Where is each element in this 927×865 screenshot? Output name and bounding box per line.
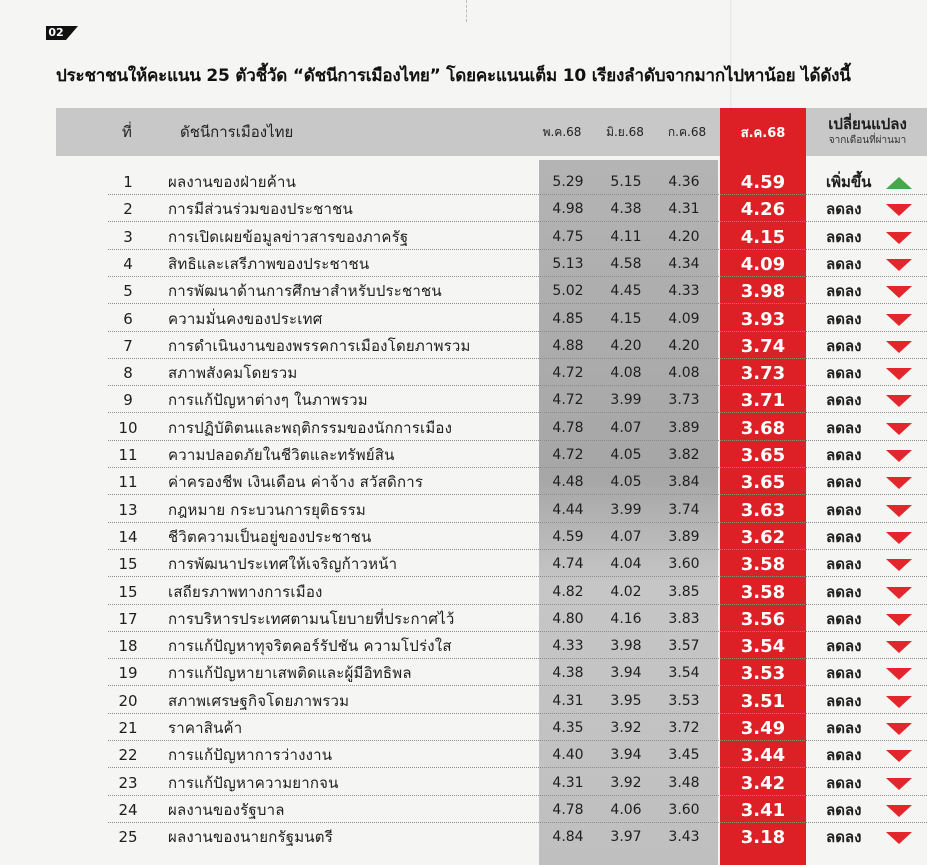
row-change-label: เพิ่มขึ้น	[826, 173, 872, 191]
row-change-label: ลดลง	[826, 336, 862, 355]
row-index-name: การพัฒนาด้านการศึกษาสำหรับประชาชน	[168, 282, 442, 301]
row-rank: 15	[118, 582, 138, 601]
row-index-name: ผลงานของฝ่ายค้าน	[168, 173, 297, 191]
row-index-name: ผลงานของรัฐบาล	[168, 800, 285, 819]
row-score-may: 4.35	[552, 720, 584, 736]
row-divider	[108, 795, 927, 796]
row-rank: 5	[123, 282, 133, 301]
row-score-may: 4.75	[552, 228, 584, 245]
row-score-may: 5.02	[552, 283, 584, 300]
table-row	[0, 551, 927, 578]
table-row	[0, 196, 927, 223]
row-change-label: ลดลง	[826, 691, 862, 710]
row-score-june: 3.94	[610, 665, 642, 682]
table-row	[0, 770, 927, 797]
table-row	[0, 633, 927, 660]
row-score-august: 3.65	[740, 472, 786, 494]
row-change-label: ลดลง	[826, 773, 862, 792]
row-rank: 6	[123, 309, 133, 328]
row-score-june: 4.38	[610, 201, 642, 218]
row-score-august: 3.56	[740, 608, 786, 630]
row-divider	[108, 713, 927, 714]
row-score-may: 4.44	[552, 501, 584, 518]
row-change-label: ลดลง	[826, 582, 862, 601]
row-score-august: 3.63	[740, 499, 786, 521]
table-row	[0, 715, 927, 742]
row-score-june: 4.45	[610, 283, 642, 300]
row-score-august: 3.58	[740, 554, 786, 576]
arrow-down-icon	[886, 750, 912, 762]
row-index-name: ผลงานของนายกรัฐมนตรี	[168, 828, 333, 847]
row-score-june: 4.15	[610, 310, 642, 327]
row-index-name: การบริหารประเทศตามนโยบายที่ประกาศไว้	[168, 609, 455, 628]
row-score-may: 5.13	[552, 255, 584, 272]
row-change-label: ลดลง	[826, 227, 862, 246]
row-score-july: 4.20	[668, 337, 700, 354]
row-index-name: ชีวิตความเป็นอยู่ของประชาชน	[168, 527, 372, 546]
row-score-may: 4.72	[552, 447, 584, 463]
row-index-name: การแก้ปัญหาการว่างงาน	[168, 746, 333, 765]
row-divider	[108, 303, 927, 304]
row-divider	[108, 658, 927, 659]
table-row	[0, 606, 927, 633]
arrow-down-icon	[886, 559, 912, 571]
row-score-may: 4.88	[552, 337, 584, 354]
row-score-august: 4.26	[740, 199, 786, 221]
col-header-rank: ที่	[122, 123, 132, 141]
row-score-june: 4.08	[610, 365, 642, 382]
arrow-down-icon	[886, 805, 912, 817]
row-score-june: 3.97	[610, 829, 642, 846]
row-divider	[108, 385, 927, 386]
table-row	[0, 742, 927, 769]
row-score-july: 4.33	[668, 283, 700, 300]
row-score-august: 3.58	[740, 581, 786, 603]
arrow-down-icon	[886, 423, 912, 435]
row-score-june: 4.16	[610, 610, 642, 627]
row-score-july: 3.43	[668, 829, 700, 846]
arrow-down-icon	[886, 641, 912, 653]
row-index-name: การแก้ปัญหาความยากจน	[168, 773, 339, 792]
row-score-may: 4.33	[552, 638, 584, 655]
cut-line	[466, 0, 467, 22]
arrow-down-icon	[886, 477, 912, 489]
row-index-name: สิทธิและเสรีภาพของประชาชน	[168, 254, 370, 273]
row-score-august: 3.98	[740, 281, 786, 303]
row-divider	[108, 440, 927, 441]
row-index-name: การเปิดเผยข้อมูลข่าวสารของภาครัฐ	[168, 227, 409, 246]
row-change-label: ลดลง	[826, 200, 862, 219]
arrow-down-icon	[886, 723, 912, 735]
row-change-label: ลดลง	[826, 746, 862, 765]
row-rank: 18	[118, 637, 138, 656]
row-index-name: เสถียรภาพทางการเมือง	[168, 582, 323, 601]
row-score-july: 3.82	[668, 447, 700, 463]
row-score-june: 3.95	[610, 692, 642, 709]
row-divider	[108, 549, 927, 550]
row-score-may: 5.29	[552, 174, 584, 190]
row-score-may: 4.74	[552, 556, 584, 573]
row-change-label: ลดลง	[826, 800, 862, 819]
row-change-label: ลดลง	[826, 254, 862, 273]
col-header-august: ส.ค.68	[720, 108, 806, 160]
row-score-june: 4.04	[610, 556, 642, 573]
row-score-may: 4.72	[552, 392, 584, 409]
row-divider	[108, 221, 927, 222]
row-index-name: ค่าครองชีพ เงินเดือน ค่าจ้าง สวัสดิการ	[168, 473, 424, 492]
row-score-may: 4.72	[552, 365, 584, 382]
arrow-down-icon	[886, 696, 912, 708]
row-score-june: 3.92	[610, 774, 642, 791]
row-change-label: ลดลง	[826, 637, 862, 656]
section-marker	[46, 26, 80, 44]
row-index-name: การแก้ปัญหายาเสพติดและผู้มีอิทธิพล	[168, 664, 412, 683]
row-change-label: ลดลง	[826, 500, 862, 519]
row-change-label: ลดลง	[826, 418, 862, 437]
row-rank: 20	[118, 691, 138, 710]
row-score-august: 3.49	[740, 718, 786, 739]
row-rank: 11	[118, 446, 138, 464]
col-header-name: ดัชนีการเมืองไทย	[180, 123, 294, 141]
row-rank: 2	[123, 200, 133, 219]
row-score-july: 3.72	[668, 720, 700, 736]
row-score-july: 4.34	[668, 255, 700, 272]
row-divider	[108, 276, 927, 277]
table-row	[0, 251, 927, 278]
table-row	[0, 360, 927, 387]
arrow-down-icon	[886, 395, 912, 407]
row-score-july: 3.53	[668, 692, 700, 709]
section-badge: 02	[46, 26, 66, 40]
row-rank: 1	[123, 173, 133, 191]
row-score-june: 3.92	[610, 720, 642, 736]
row-index-name: การดำเนินงานของพรรคการเมืองโดยภาพรวม	[168, 336, 471, 355]
row-divider	[108, 767, 927, 768]
arrow-down-icon	[886, 259, 912, 271]
table-row	[0, 169, 927, 196]
row-change-label: ลดลง	[826, 473, 862, 492]
row-rank: 8	[123, 364, 133, 383]
row-change-label: ลดลง	[826, 391, 862, 410]
row-score-july: 3.84	[668, 474, 700, 491]
table-row	[0, 524, 927, 551]
arrow-down-icon	[886, 505, 912, 517]
row-score-august: 3.18	[740, 827, 786, 849]
row-score-july: 3.83	[668, 610, 700, 627]
arrow-down-icon	[886, 368, 912, 380]
row-score-august: 3.62	[740, 526, 786, 548]
row-divider	[108, 631, 927, 632]
table-row	[0, 797, 927, 824]
arrow-down-icon	[886, 314, 912, 326]
table-row	[0, 579, 927, 606]
row-rank: 3	[123, 227, 133, 246]
row-rank: 9	[123, 391, 133, 410]
row-index-name: สภาพเศรษฐกิจโดยภาพรวม	[168, 691, 350, 710]
table-row	[0, 278, 927, 305]
row-score-may: 4.82	[552, 583, 584, 600]
row-divider	[108, 467, 927, 468]
row-rank: 7	[123, 336, 133, 355]
row-divider	[108, 358, 927, 359]
row-score-june: 3.99	[610, 501, 642, 518]
row-score-august: 4.15	[740, 226, 786, 248]
table-row	[0, 688, 927, 715]
row-score-july: 3.45	[668, 747, 700, 764]
row-score-june: 3.94	[610, 747, 642, 764]
row-index-name: การแก้ปัญหาทุจริตคอร์รัปชัน ความโปร่งใส	[168, 637, 452, 656]
row-score-may: 4.31	[552, 774, 584, 791]
row-divider	[108, 194, 927, 195]
row-score-july: 3.89	[668, 419, 700, 436]
row-index-name: สภาพสังคมโดยรวม	[168, 364, 298, 383]
row-score-june: 5.15	[610, 174, 642, 190]
row-change-label: ลดลง	[826, 828, 862, 847]
arrow-down-icon	[886, 532, 912, 544]
table-row	[0, 660, 927, 687]
row-score-may: 4.59	[552, 528, 584, 545]
row-rank: 23	[118, 773, 138, 792]
row-score-august: 4.09	[740, 253, 786, 275]
table-row	[0, 442, 927, 469]
row-score-august: 3.65	[740, 445, 786, 466]
row-change-label: ลดลง	[826, 664, 862, 683]
col-header-change	[808, 114, 927, 148]
row-score-may: 4.48	[552, 474, 584, 491]
row-divider	[108, 685, 927, 686]
row-change-label: ลดลง	[826, 555, 862, 574]
row-change-label: ลดลง	[826, 719, 862, 737]
row-rank: 25	[118, 828, 138, 847]
row-divider	[108, 576, 927, 577]
row-rank: 13	[118, 500, 138, 519]
arrow-down-icon	[886, 286, 912, 298]
table-row	[0, 497, 927, 524]
row-score-august: 3.71	[740, 390, 786, 412]
row-score-august: 3.68	[740, 417, 786, 439]
row-score-may: 4.98	[552, 201, 584, 218]
row-rank: 10	[118, 418, 138, 437]
row-rank: 17	[118, 609, 138, 628]
row-score-august: 3.53	[740, 663, 786, 685]
arrow-down-icon	[886, 614, 912, 626]
row-score-august: 3.42	[740, 772, 786, 794]
row-score-august: 3.44	[740, 745, 786, 767]
table-row	[0, 306, 927, 333]
table-row	[0, 824, 927, 851]
row-divider	[108, 522, 927, 523]
row-change-label: ลดลง	[826, 609, 862, 628]
row-score-august: 4.59	[740, 172, 786, 193]
row-score-may: 4.78	[552, 419, 584, 436]
row-rank: 15	[118, 555, 138, 574]
row-divider	[108, 249, 927, 250]
row-score-may: 4.84	[552, 829, 584, 846]
table-row	[0, 469, 927, 496]
row-score-august: 3.51	[740, 690, 786, 712]
row-score-july: 3.54	[668, 665, 700, 682]
row-score-july: 4.36	[668, 174, 700, 190]
row-divider	[108, 740, 927, 741]
row-score-july: 4.31	[668, 201, 700, 218]
row-divider	[108, 412, 927, 413]
arrow-down-icon	[886, 232, 912, 244]
corner-triangle-icon	[66, 26, 78, 40]
row-score-june: 4.05	[610, 474, 642, 491]
col-header-june: มิ.ย.68	[606, 125, 644, 139]
arrow-down-icon	[886, 341, 912, 353]
arrow-down-icon	[886, 778, 912, 790]
row-change-label: ลดลง	[826, 364, 862, 383]
row-rank: 19	[118, 664, 138, 683]
row-score-july: 3.89	[668, 528, 700, 545]
row-index-name: การแก้ปัญหาต่างๆ ในภาพรวม	[168, 391, 368, 410]
row-score-may: 4.38	[552, 665, 584, 682]
row-score-july: 3.73	[668, 392, 700, 409]
table-row	[0, 415, 927, 442]
row-score-august: 3.74	[740, 335, 786, 357]
col-header-change-sub: จากเดือนที่ผ่านมา	[828, 135, 907, 146]
col-header-change-label: เปลี่ยนแปลง	[828, 115, 907, 133]
row-score-may: 4.78	[552, 801, 584, 818]
row-score-june: 4.07	[610, 528, 642, 545]
row-score-june: 4.02	[610, 583, 642, 600]
row-index-name: กฎหมาย กระบวนการยุติธรรม	[168, 500, 366, 519]
col-header-may: พ.ค.68	[542, 125, 582, 139]
row-score-july: 3.57	[668, 638, 700, 655]
row-divider	[108, 822, 927, 823]
arrow-down-icon	[886, 587, 912, 599]
row-score-june: 4.58	[610, 255, 642, 272]
row-score-july: 4.20	[668, 228, 700, 245]
row-score-july: 4.08	[668, 365, 700, 382]
row-divider	[108, 604, 927, 605]
row-rank: 24	[118, 800, 138, 819]
row-score-july: 3.85	[668, 583, 700, 600]
row-rank: 4	[123, 254, 133, 273]
row-rank: 11	[118, 473, 138, 492]
row-index-name: ราคาสินค้า	[168, 719, 243, 737]
row-score-june: 4.11	[610, 228, 642, 245]
row-change-label: ลดลง	[826, 446, 862, 464]
row-score-august: 3.41	[740, 799, 786, 821]
row-score-june: 3.98	[610, 638, 642, 655]
row-index-name: ความปลอดภัยในชีวิตและทรัพย์สิน	[168, 446, 395, 464]
row-score-may: 4.80	[552, 610, 584, 627]
row-score-may: 4.31	[552, 692, 584, 709]
row-score-july: 3.74	[668, 501, 700, 518]
row-change-label: ลดลง	[826, 527, 862, 546]
row-divider	[108, 331, 927, 332]
table-row	[0, 333, 927, 360]
row-change-label: ลดลง	[826, 282, 862, 301]
table-row	[0, 224, 927, 251]
row-score-june: 4.06	[610, 801, 642, 818]
row-index-name: การมีส่วนร่วมของประชาชน	[168, 200, 353, 219]
row-index-name: ความมั่นคงของประเทศ	[168, 309, 323, 328]
page-title: ประชาชนให้คะแนน 25 ตัวชี้วัด “ดัชนีการเมืองไทย” โดยคะแนนเต็ม 10 เรียงลำดับจากมากไปหาน้อย ได้ดังนี้	[56, 66, 851, 86]
arrow-down-icon	[886, 450, 912, 462]
arrow-down-icon	[886, 668, 912, 680]
table-row	[0, 387, 927, 414]
row-rank: 21	[118, 719, 138, 737]
arrow-up-icon	[886, 177, 912, 189]
row-score-june: 4.05	[610, 447, 642, 463]
row-score-june: 3.99	[610, 392, 642, 409]
row-change-label: ลดลง	[826, 309, 862, 328]
row-divider	[108, 494, 927, 495]
row-score-may: 4.85	[552, 310, 584, 327]
row-score-july: 3.60	[668, 556, 700, 573]
row-score-may: 4.40	[552, 747, 584, 764]
row-index-name: การปฏิบัติตนและพฤติกรรมของนักการเมือง	[168, 418, 453, 437]
col-header-july: ก.ค.68	[667, 125, 707, 139]
row-score-july: 3.60	[668, 801, 700, 818]
row-rank: 14	[118, 527, 138, 546]
row-score-june: 4.20	[610, 337, 642, 354]
arrow-down-icon	[886, 204, 912, 216]
row-score-june: 4.07	[610, 419, 642, 436]
row-score-august: 3.54	[740, 636, 786, 658]
row-index-name: การพัฒนาประเทศให้เจริญก้าวหน้า	[168, 555, 398, 574]
row-rank: 22	[118, 746, 138, 765]
row-score-july: 4.09	[668, 310, 700, 327]
row-score-july: 3.48	[668, 774, 700, 791]
row-score-august: 3.73	[740, 363, 786, 385]
arrow-down-icon	[886, 832, 912, 844]
row-score-august: 3.93	[740, 308, 786, 330]
